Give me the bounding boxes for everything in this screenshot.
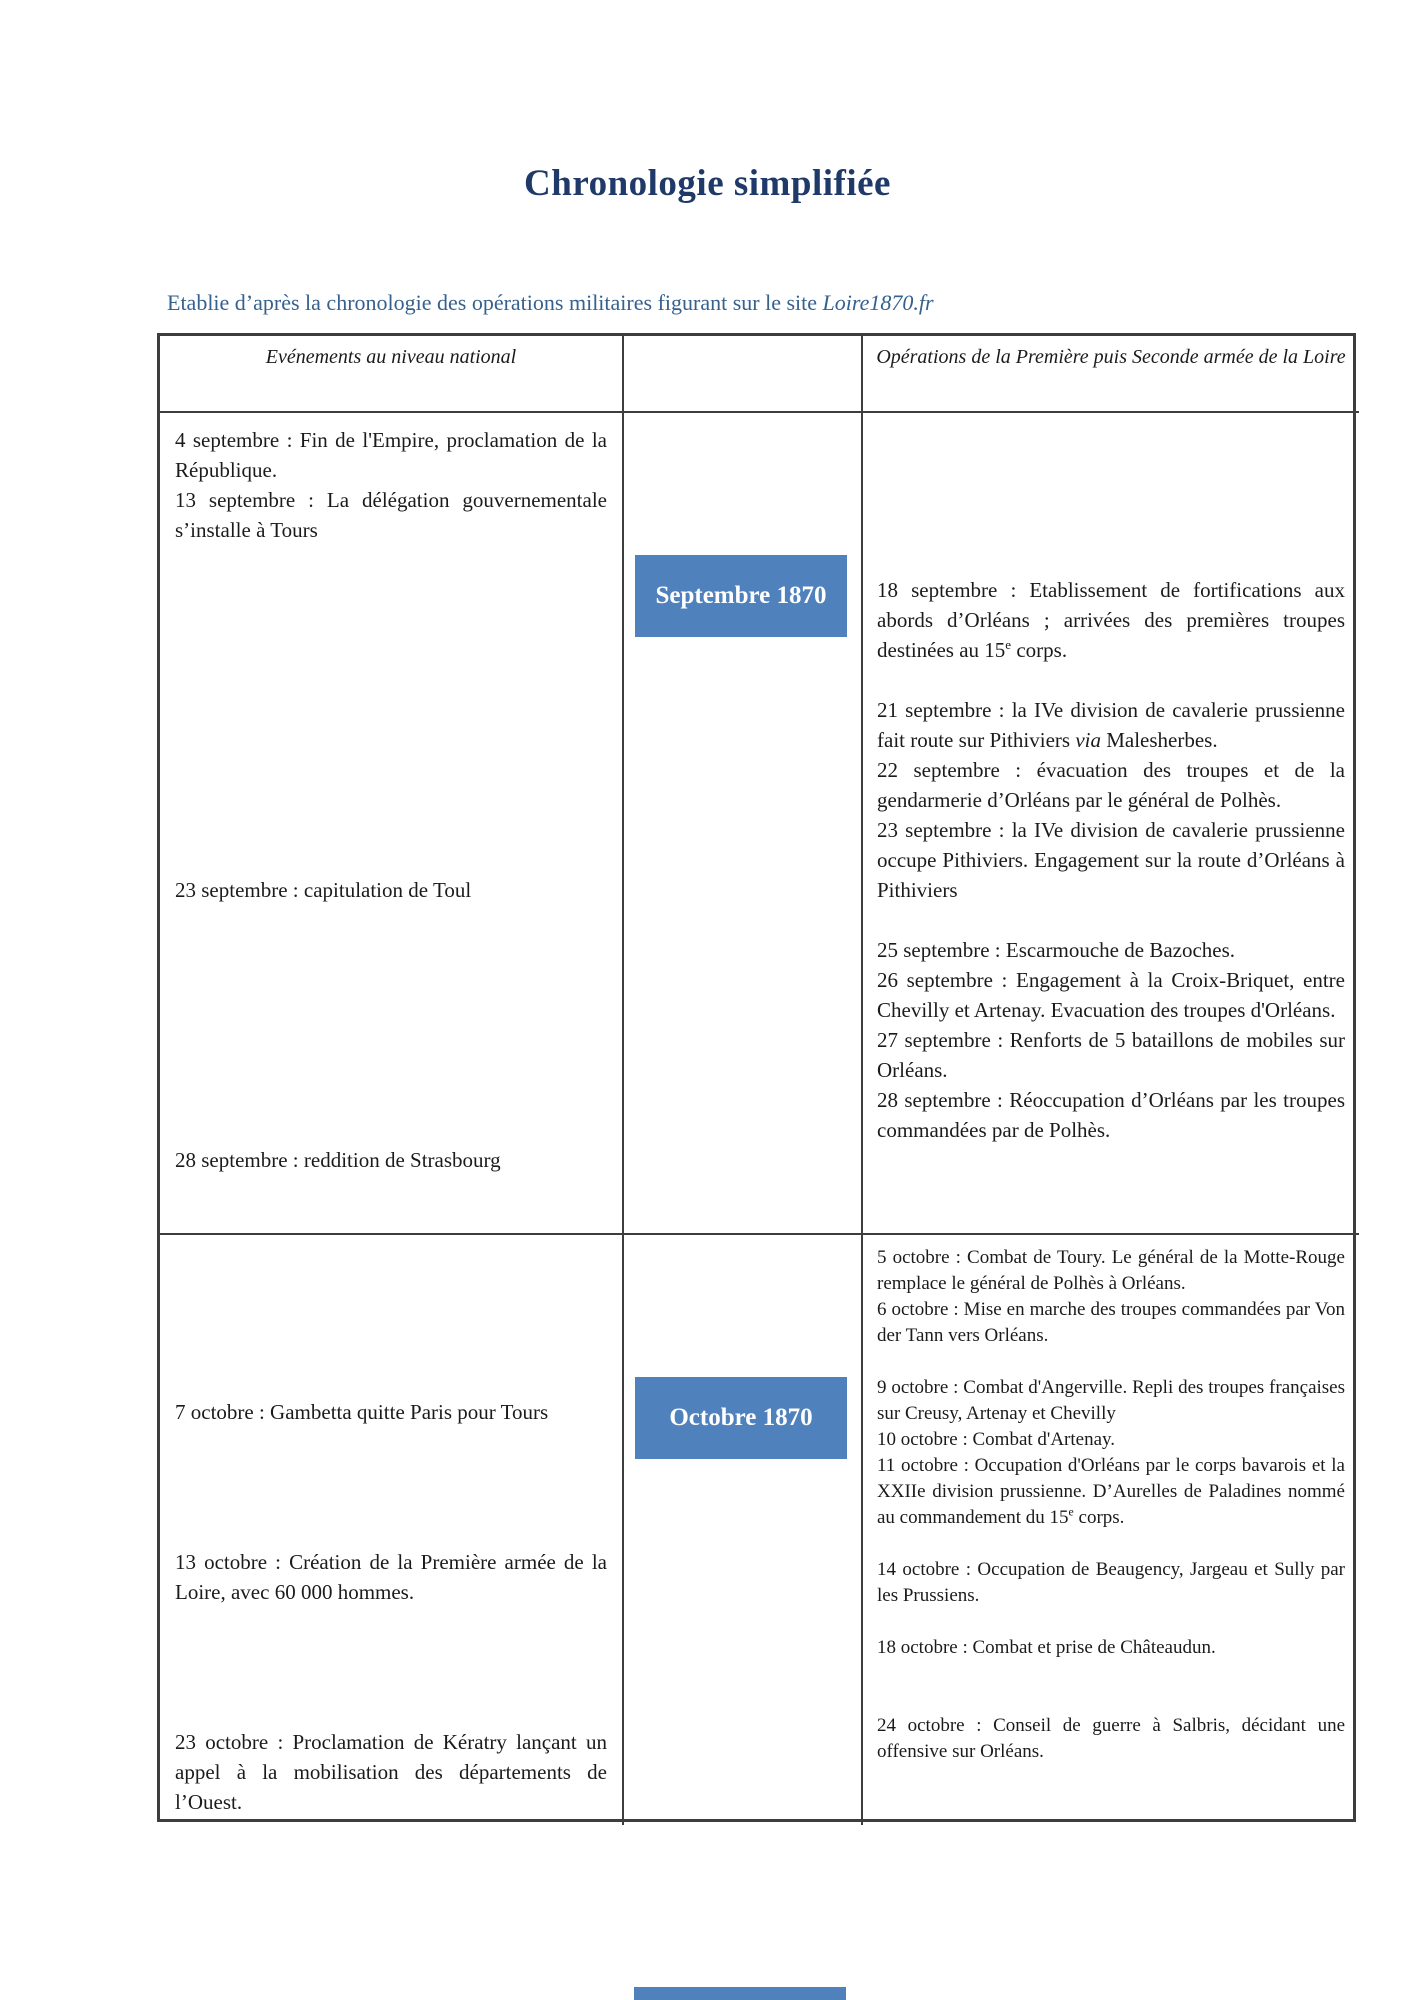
timeline-entry: 22 septembre : évacuation des troupes et de la gendarmerie d’Orléans par le général de Polhès. — [877, 758, 1345, 812]
blank-line — [175, 1085, 607, 1115]
subtitle — [167, 290, 934, 316]
blank-line — [175, 995, 607, 1025]
table-header-national: Evénements au niveau national — [160, 336, 624, 413]
timeline-entry: 28 septembre : reddition de Strasbourg — [175, 1148, 501, 1172]
cell-national-october — [160, 1235, 624, 1825]
timeline-entry: 13 septembre : La délégation gouvernementale s’installe à Tours — [175, 488, 607, 542]
blank-line — [175, 1367, 607, 1397]
blank-line — [175, 1697, 607, 1727]
timeline-entry: 7 octobre : Gambetta quitte Paris pour Tours — [175, 1400, 549, 1424]
table-header-loire: Opérations de la Première puis Seconde armée de la Loire — [863, 336, 1359, 413]
blank-line — [175, 1247, 607, 1277]
timeline-entry: 28 septembre : Réoccupation d’Orléans par les troupes commandées par de Polhès. — [877, 1088, 1345, 1142]
blank-line — [877, 1531, 1345, 1557]
blank-line — [175, 635, 607, 665]
chronology-table — [157, 333, 1356, 1822]
blank-line — [877, 455, 1345, 485]
cell-national-september — [160, 413, 624, 1235]
timeline-entry: 21 septembre : la IVe division de cavalerie prussienne fait route sur Pithiviers via Malesherbes. — [877, 698, 1345, 752]
timeline-entry: 23 octobre : Proclamation de Kératry lançant un appel à la mobilisation des départements de l’Ouest. — [175, 1730, 607, 1814]
blank-line — [175, 1025, 607, 1055]
subtitle-text: Etablie d’après la chronologie des opérations militaires figurant sur le site — [167, 290, 823, 315]
timeline-entry: 11 octobre : Occupation d'Orléans par le corps bavarois et la XXIIe division prussienne. D’Aurelles de Paladines nommé au commandement du 15e corps. — [877, 1455, 1345, 1528]
timeline-entry: 26 septembre : Engagement à la Croix-Briquet, entre Chevilly et Artenay. Evacuation des troupes d'Orléans. — [877, 968, 1345, 1022]
month-badge-partial-cutoff — [634, 1987, 846, 2000]
blank-line — [175, 845, 607, 875]
timeline-entry: 5 octobre : Combat de Toury. Le général de la Motte-Rouge remplace le général de Polhès à Orléans. — [877, 1247, 1345, 1294]
blank-line — [175, 1307, 607, 1337]
cell-month-september — [624, 413, 863, 1235]
page-title: Chronologie simplifiée — [524, 163, 891, 204]
blank-line — [175, 1055, 607, 1085]
blank-line — [175, 1487, 607, 1517]
blank-line — [175, 1115, 607, 1145]
blank-line — [175, 905, 607, 935]
blank-line — [877, 1609, 1345, 1635]
blank-line — [877, 1661, 1345, 1687]
timeline-entry: 23 septembre : capitulation de Toul — [175, 878, 472, 902]
blank-line — [877, 1349, 1345, 1375]
timeline-entry: 24 octobre : Conseil de guerre à Salbris, décidant une offensive sur Orléans. — [877, 1715, 1345, 1762]
timeline-entry: 14 octobre : Occupation de Beaugency, Jargeau et Sully par les Prussiens. — [877, 1559, 1345, 1606]
blank-line — [175, 605, 607, 635]
blank-line — [175, 935, 607, 965]
blank-line — [175, 1667, 607, 1697]
cell-loire-october — [863, 1235, 1359, 1825]
blank-line — [877, 515, 1345, 545]
blank-line — [175, 725, 607, 755]
blank-line — [175, 575, 607, 605]
blank-line — [175, 665, 607, 695]
blank-line — [877, 425, 1345, 455]
blank-line — [175, 1607, 607, 1637]
timeline-entry: 9 octobre : Combat d'Angerville. Repli des troupes françaises sur Creusy, Artenay et Chevilly — [877, 1377, 1345, 1424]
blank-line — [877, 665, 1345, 695]
timeline-entry: 23 septembre : la IVe division de cavalerie prussienne occupe Pithiviers. Engagement sur la route d’Orléans à Pithiviers — [877, 818, 1345, 902]
blank-line — [175, 965, 607, 995]
timeline-entry: 10 octobre : Combat d'Artenay. — [877, 1429, 1116, 1450]
blank-line — [175, 1337, 607, 1367]
timeline-entry: 25 septembre : Escarmouche de Bazoches. — [877, 938, 1236, 962]
blank-line — [877, 905, 1345, 935]
blank-line — [175, 545, 607, 575]
blank-line — [877, 485, 1345, 515]
timeline-entry: 13 octobre : Création de la Première armée de la Loire, avec 60 000 hommes. — [175, 1550, 607, 1604]
cell-loire-september — [863, 413, 1359, 1235]
blank-line — [877, 545, 1345, 575]
blank-line — [175, 1637, 607, 1667]
cell-month-october — [624, 1235, 863, 1825]
blank-line — [175, 1517, 607, 1547]
blank-line — [175, 755, 607, 785]
table-header-month-column — [624, 336, 863, 413]
subtitle-site-name: Loire1870.fr — [822, 290, 934, 315]
blank-line — [175, 1457, 607, 1487]
timeline-entry: 4 septembre : Fin de l'Empire, proclamation de la République. — [175, 428, 607, 482]
timeline-entry: 18 octobre : Combat et prise de Châteaudun. — [877, 1637, 1216, 1658]
blank-line — [175, 785, 607, 815]
timeline-entry: 6 octobre : Mise en marche des troupes commandées par Von der Tann vers Orléans. — [877, 1299, 1345, 1346]
blank-line — [175, 1427, 607, 1457]
month-badge-october: Octobre 1870 — [635, 1377, 847, 1459]
timeline-entry: 27 septembre : Renforts de 5 bataillons de mobiles sur Orléans. — [877, 1028, 1345, 1082]
blank-line — [877, 1687, 1345, 1713]
blank-line — [175, 815, 607, 845]
timeline-entry: 18 septembre : Etablissement de fortifications aux abords d’Orléans ; arrivées des premières troupes destinées au 15e corps. — [877, 578, 1345, 662]
blank-line — [175, 1277, 607, 1307]
blank-line — [175, 695, 607, 725]
month-badge-september: Septembre 1870 — [635, 555, 847, 637]
